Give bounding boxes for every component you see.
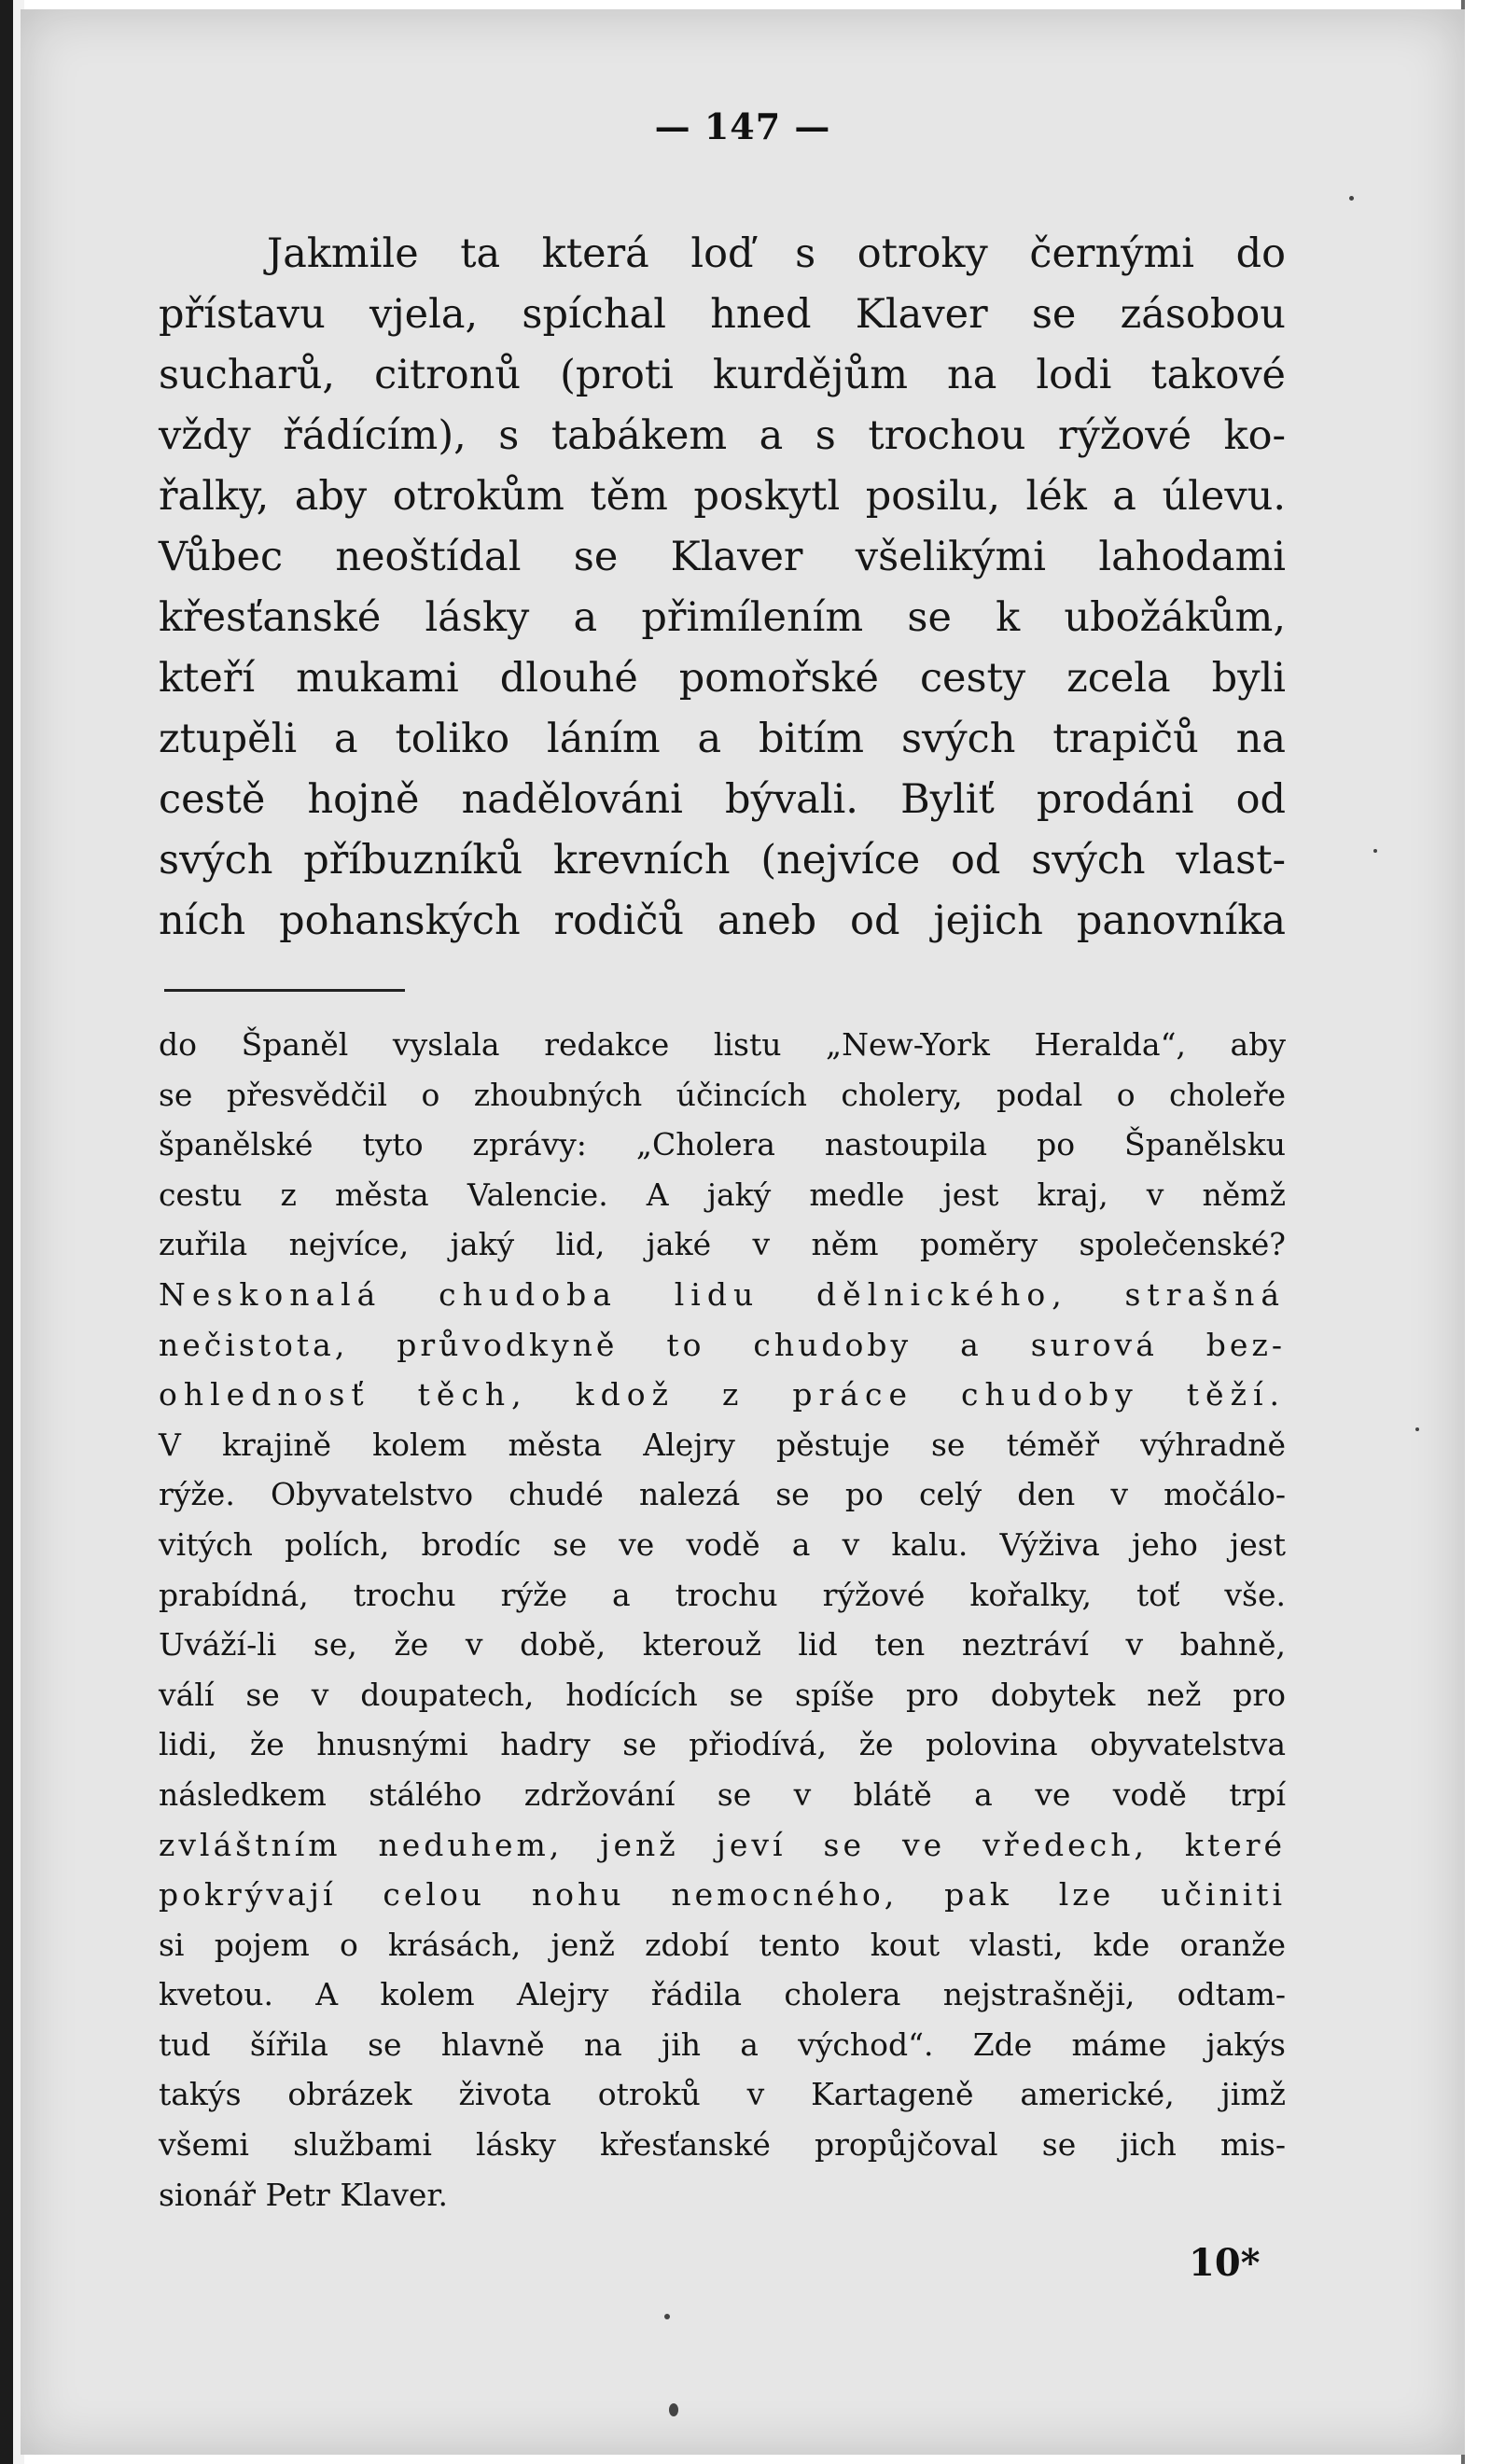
page-right-margin [1465,0,1491,2464]
footnote-line: zuřila nejvíce, jaký lid, jaké v něm poměry společenské? [159,1226,1286,1263]
footnote-block [159,1020,1286,2220]
paper-speck [1349,196,1354,201]
page-number: — 147 — [654,105,831,147]
footnote-line: válí se v doupatech, hodících se spíše pro dobytek než pro [159,1676,1286,1713]
main-text-line: sucharů, citronů (proti kurdějům na lodi takové [159,352,1286,398]
footnote-line-spaced: zvláštním neduhem, jenž jeví se ve vředech, které [159,1826,1286,1863]
footnote-line: takýs obrázek života otroků v Kartageně americké, jimž [159,2076,1286,2113]
footnote-line-spaced: nečistota, průvodkyně to chudoby a surová bez- [159,1326,1286,1363]
main-text-line: Vůbec neoštídal se Klaver všelikými lahodami [159,534,1286,580]
footnote-line: cestu z města Valencie. A jaký medle jest kraj, v němž [159,1176,1286,1213]
footnote-separator [164,989,405,992]
footnote-line: si pojem o krásách, jenž zdobí tento kout vlasti, kde oranže [159,1926,1286,1963]
footnote-line: kvetou. A kolem Alejry řádila cholera nejstrašněji, odtam- [159,1976,1286,2013]
footnote-line: do Španěl vyslala redakce listu „New-York Heralda“, aby [159,1026,1286,1063]
footnote-line: V krajině kolem města Alejry pěstuje se téměř výhradně [159,1426,1286,1463]
main-text-line: kteří mukami dlouhé pomořské cesty zcela byli [159,655,1286,702]
footnote-line: lidi, že hnusnými hadry se přiodívá, že polovina obyvatelstva [159,1726,1286,1763]
main-text-line: ztupěli a toliko láním a bitím svých trapičů na [159,716,1286,762]
paper-speck [1415,1427,1419,1431]
footnote-line: prabídná, trochu rýže a trochu rýžové kořalky, toť vše. [159,1576,1286,1613]
footnote-line: sionář Petr Klaver. [159,2176,449,2213]
footnote-line: vitých polích, brodíc se ve vodě a v kalu. Výživa jeho jest [159,1525,1286,1563]
paper-speck [1373,849,1377,853]
main-text-line: ních pohanských rodičů aneb od jejich panovníka [159,898,1286,944]
footnote-line: Uváží-li se, že v době, kterouž lid ten neztráví v bahně, [159,1626,1286,1664]
main-text-line: křesťanské lásky a přimílením se k ubožákům, [159,594,1286,641]
footnote-line: se přesvědčil o zhoubných účincích cholery, podal o choleře [159,1076,1286,1113]
footnote-line: tud šířila se hlavně na jih a východ“. Zde máme jakýs [159,2025,1286,2063]
footnote-line-spaced: ohlednosť těch, kdož z práce chudoby těží. [159,1376,1286,1413]
footnote-line: španělské tyto zprávy: „Cholera nastoupila po Španělsku [159,1126,1286,1163]
scanned-page [21,9,1465,2455]
paper-speck [669,2403,678,2416]
main-text-line: cestě hojně nadělováni bývali. Byliť prodáni od [159,776,1286,823]
main-text-line: vždy řádícím), s tabákem a s trochou rýžové ko- [159,412,1286,459]
footnote-line: všemi službami lásky křesťanské propůjčoval se jich mis- [159,2126,1286,2164]
main-text-line: Jakmile ta která loď s otroky černými do [267,230,1286,277]
footnote-line: následkem stálého zdržování se v blátě a ve vodě trpí [159,1775,1286,1813]
footnote-line: rýže. Obyvatelstvo chudé nalezá se po celý den v močálo- [159,1476,1286,1513]
paper-speck [664,2314,670,2319]
main-text-line: svých příbuzníků krevních (nejvíce od svých vlast- [159,837,1286,884]
main-text-line: řalky, aby otrokům těm poskytl posilu, lék a úlevu. [159,473,1286,520]
footnote-line-spaced: Neskonalá chudoba lidu dělnického, strašná [159,1275,1286,1313]
printer-signature-mark: 10* [1189,2241,1261,2285]
main-text-line: přístavu vjela, spíchal hned Klaver se zásobou [159,291,1286,338]
page-left-shadow [0,0,13,2464]
main-text-block [159,224,1286,952]
footnote-line-spaced: pokrývají celou nohu nemocného, pak lze učiniti [159,1876,1286,1914]
